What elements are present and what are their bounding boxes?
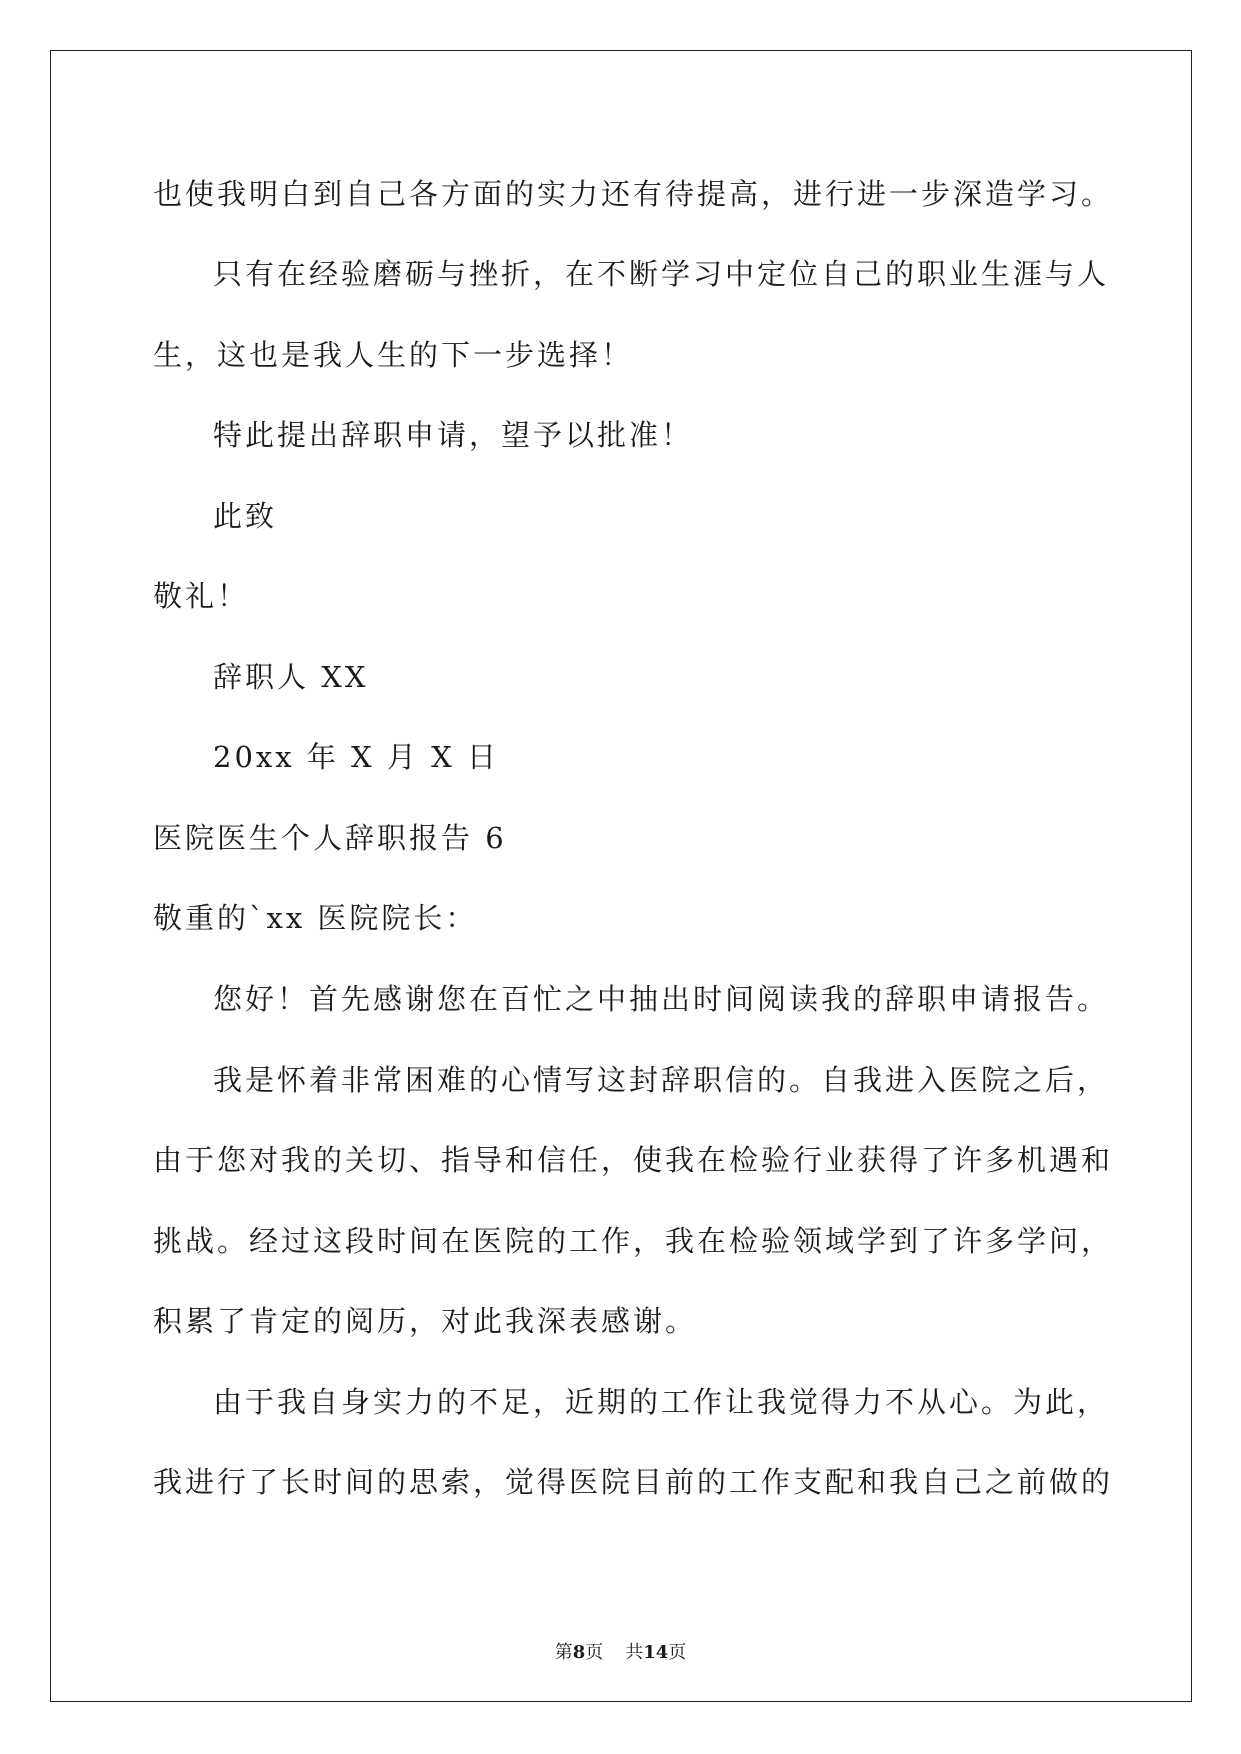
paragraph-line: 也使我明白到自己各方面的实力还有待提高，进行进一步深造学习。 xyxy=(153,177,1114,211)
signature-date: 20xx 年 X 月 X 日 xyxy=(213,740,499,774)
signature-name: 辞职人 XX xyxy=(213,660,369,694)
paragraph-line: 我是怀着非常困难的心情写这封辞职信的。自我进入医院之后， xyxy=(213,1063,1110,1097)
section-title: 医院医生个人辞职报告 6 xyxy=(153,821,507,855)
greeting: 敬重的`xx 医院院长： xyxy=(153,901,478,935)
closing-salutation: 此致 xyxy=(213,499,278,533)
paragraph-line: 生，这也是我人生的下一步选择！ xyxy=(153,338,634,372)
page-footer xyxy=(0,1641,1241,1665)
page-prefix: 第 xyxy=(554,1642,573,1663)
total-suffix: 页 xyxy=(668,1642,687,1663)
paragraph-line: 积累了肯定的阅历，对此我深表感谢。 xyxy=(153,1304,698,1338)
paragraph-line: 挑战。经过这段时间在医院的工作，我在检验领域学到了许多学问， xyxy=(153,1224,1114,1258)
page-current: 8 xyxy=(572,1642,586,1663)
page-border xyxy=(50,50,1192,1702)
paragraph-line: 您好！首先感谢您在百忙之中抽出时间阅读我的辞职申请报告。 xyxy=(213,982,1110,1016)
paragraph-line: 由于我自身实力的不足，近期的工作让我觉得力不从心。为此， xyxy=(213,1385,1110,1419)
closing-regards: 敬礼！ xyxy=(153,579,250,613)
page-suffix: 页 xyxy=(585,1642,604,1663)
page-total: 14 xyxy=(643,1642,669,1663)
paragraph-line: 特此提出辞职申请，望予以批准！ xyxy=(213,418,694,452)
total-prefix: 共 xyxy=(625,1642,644,1663)
paragraph-line: 由于您对我的关切、指导和信任，使我在检验行业获得了许多机遇和 xyxy=(153,1143,1114,1177)
paragraph-line: 我进行了长时间的思索，觉得医院目前的工作支配和我自己之前做的 xyxy=(153,1465,1114,1499)
paragraph-line: 只有在经验磨砺与挫折，在不断学习中定位自己的职业生涯与人 xyxy=(213,257,1110,291)
